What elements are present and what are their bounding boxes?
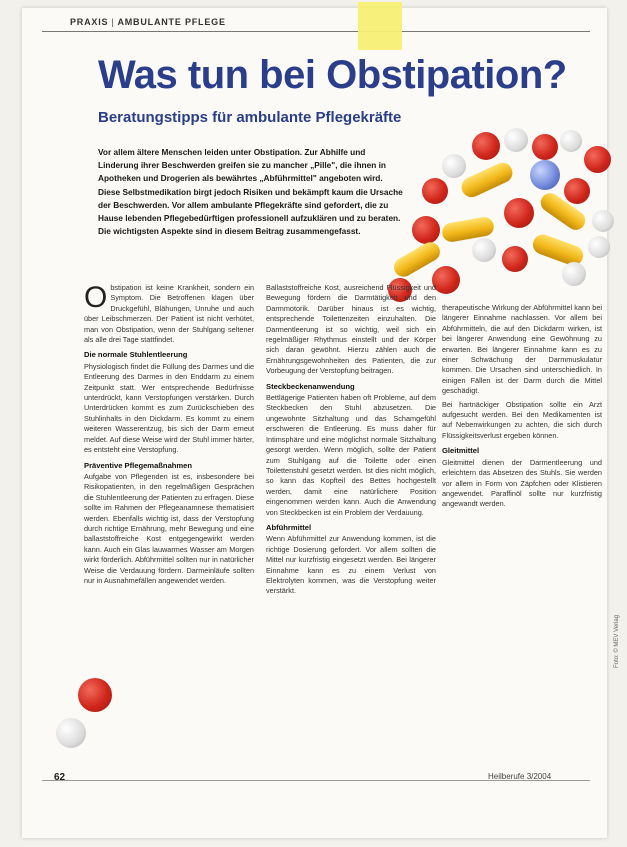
body-column-2: [266, 283, 436, 600]
article-subtitle: Beratungstipps für ambulante Pflegekräfte: [98, 109, 402, 126]
issue-info: Heilberufe 3/2004: [488, 772, 552, 781]
body-paragraph: Ballaststoffreiche Kost, ausreichend Flüssigkeit und Bewegung fördern die Darmtätigkeit und den Darmmotorik. Darüber hinaus ist es wichtig, entsprechende Toilettenzeiten einzuhalten. Die Darmentleerung ist so wichtig, weil sich ein regelmäßiger Rhythmus einstellt und der Körper sich daran gewöhnt. Hierzu zählen auch die Ernährungsgewohnheiten des Patienten, die zur Vorbeugung der Verstopfung beitragen.: [266, 283, 436, 376]
section-name: PRAXIS: [70, 17, 109, 27]
body-paragraph: Aufgabe von Pflegenden ist es, insbesondere bei Risikopatienten, in den regelmäßigen Gesprächen die Stuhlentleerung der Patienten zu erfragen. Diese sollte im Rahmen der Pflegeanamnese thematisiert werden. Ebenfalls wichtig ist, dass der Verstopfung durch richtige Ernährung, mehr Bewegung und eine ballaststoffreiche Kost entgegengewirkt werden kann. Auch ein Glas lauwarmes Wasser am Morgen wirkt förderlich. Abführmittel sollten nur in natürlicher Weise die Verdauung fördern. Darmeinläufe sollten nur in Ausnahmefällen angewendet werden.: [84, 471, 254, 585]
body-column-3: [442, 303, 602, 513]
pill-image: [530, 160, 560, 190]
pill-image: [584, 146, 611, 173]
pill-image: [472, 238, 496, 262]
body-paragraph: Physiologisch findet die Füllung des Darmes und die Entleerung des Darmes in den Enddarm zu einem Zeitpunkt statt. Wer entsprechende Bedürfnisse unterdrückt, kann Verstopfungen verstärken. Durch Unterdrücken kommt es zum Zurückschieben des Stuhlinhalts in den Dickdarm. Es kommt zu einem weiteren Wasserentzug, bis sich der Darm erneut meldet. Auf diese Weise wird der Stuhl immer härter, es entsteht eine Verstopfung.: [84, 361, 254, 455]
pill-image: [564, 178, 590, 204]
body-paragraph: Bettlägerige Patienten haben oft Probleme, auf dem Steckbecken den Stuhl abzusetzen. Die ungewohnte Sitzhaltung und das Schamgefühl erschweren die Entleerung. Es muss daher für Intimsphäre und eine möglichst normale Sitzhaltung gesorgt werden. Wenn möglich, sollte der Patient zum Stuhlgang auf die Toilette oder einen Toilettenstuhl gesetzt werden. Ist dies nicht möglich, so kann das Kopfteil des Bettes hochgestellt werden, damit eine natürlichere Position eingenommen werden kann. Auch die Anwendung von Steckbecken ist ein Problem der Verdauung.: [266, 393, 436, 517]
sticky-note: [358, 2, 402, 50]
pill-image: [504, 128, 528, 152]
pill-image: [78, 678, 112, 712]
heading-stuhlentleerung: Die normale Stuhlentleerung: [84, 350, 188, 360]
heading-steckbecken: Steckbeckenanwendung: [266, 381, 355, 391]
body-paragraph: therapeutische Wirkung der Abführmittel kann bei längerer Einnahme nachlassen. Vor allem bei Abführmitteln, die auf den Dickdarm wirken, ist bei längerer Anwendung eine Gewöhnung zu erwarten. Bei längerer Einnahme kann es zu einer Schwächung der Darmmuskulatur kommen. Die Ursachen sind unterschiedlich. In einigen Fällen ist der Darm durch die Mittel geschädigt.: [442, 303, 602, 396]
pill-image: [560, 130, 582, 152]
body-paragraph: Wenn Abführmittel zur Anwendung kommen, ist die richtige Dosierung gefordert. Vor allem sollten die Mittel nur kurzfristig eingesetzt werden. Bei längerer Einnahme kann es zu einem Verlust von Elektrolyten kommen, was die Verstopfung weiter verstärkt.: [266, 534, 436, 596]
magazine-page: [22, 8, 620, 838]
heading-gleitmittel: Gleitmittel: [442, 446, 480, 456]
body-column-1: [84, 283, 254, 589]
photo-credit: Foto: © MEV Verlag: [614, 614, 620, 668]
pill-image: [422, 178, 448, 204]
pill-image: [532, 134, 558, 160]
pill-image: [588, 236, 610, 258]
article-title: Was tun bei Obstipation?: [98, 53, 567, 97]
body-paragraph: Gleitmittel dienen der Darmentleerung und erleichtern das Absetzen des Stuhls. Sie werden vor allem in Form von Zäpfchen oder Klistieren angewendet. Paraffinöl sollte nur kurzfristig angewandt werden.: [442, 457, 602, 509]
pill-image: [472, 132, 500, 160]
body-paragraph: Bei hartnäckiger Obstipation sollte ein Arzt aufgesucht werden. Bei den Medikamenten ist auf Nebenwirkungen zu achten, die sich durch Flüssigkeitsverlust ergeben können.: [442, 399, 602, 440]
pill-image: [502, 246, 528, 272]
bottom-pills-photo: [76, 678, 166, 768]
body-paragraph: Obstipation ist keine Krankheit, sondern ein Symptom. Die Betroffenen klagen über Druckgefühl, Blähungen, Unruhe und auch über Leibschmerzen. Der Patient ist nicht verhütet, man von Obstipation, wenn der Stuhlgang seltener als alle drei Tage stattfindet.: [84, 281, 254, 345]
pill-image: [412, 216, 440, 244]
pill-image: [592, 210, 614, 232]
dropcap: O: [84, 281, 108, 314]
pill-image: [56, 718, 86, 748]
section-separator: |: [111, 17, 115, 27]
pill-image: [442, 154, 466, 178]
page-number: 62: [54, 772, 66, 783]
heading-abfuehrmittel: Abführmittel: [266, 522, 312, 532]
article-intro: Vor allem ältere Menschen leiden unter Obstipation. Zur Abhilfe und Linderung ihrer Beschwerden greifen sie zu mancher „Pille", die ihnen in Apotheken und Drogerien als bewährtes „Abführmittel" angeboten wird. Diese Selbstmedikation birgt jedoch Risiken und bekämpft kaum die Ursache der Beschwerden. Vor allem ambulante Pflegekräfte sind gefordert, die zu Hause lebenden Pflegebedürftigen professionell aufzuklären und zu beraten. Die wichtigsten Aspekte sind in diesem Beitrag zusammengefasst.: [98, 147, 403, 237]
capsule-image: [458, 160, 515, 201]
section-header: [42, 14, 590, 32]
heading-praeventiv: Präventive Pflegemaßnahmen: [84, 460, 193, 470]
pill-image: [504, 198, 534, 228]
subsection-name: AMBULANTE PFLEGE: [117, 17, 226, 27]
pills-photo: [352, 120, 617, 305]
section-label: [70, 17, 226, 27]
